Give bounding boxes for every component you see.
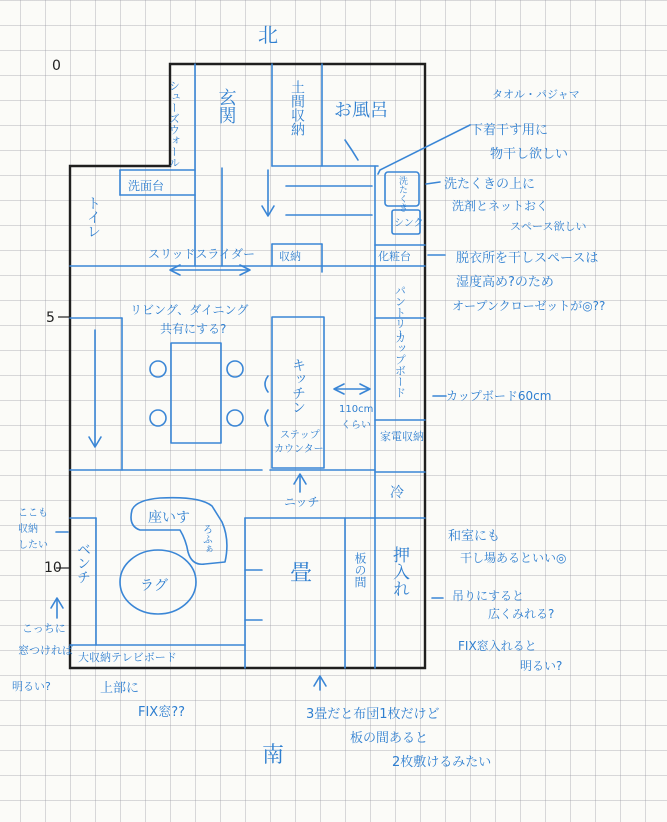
note-underwear: 下着干す用に bbox=[470, 123, 549, 138]
storage-hall-label: 土間収納 bbox=[289, 80, 305, 136]
north-label: 北 bbox=[258, 23, 278, 47]
small-storage-label: 収納 bbox=[279, 250, 301, 263]
note-storage-here-1: ここも bbox=[18, 508, 48, 519]
note-window-3: 明るい? bbox=[12, 680, 51, 693]
note-space: スペース欲しい bbox=[510, 220, 587, 233]
note-detergent: 洗剤とネットおく bbox=[452, 199, 549, 213]
note-drying: 物干し欲しい bbox=[490, 147, 569, 162]
note-fix-2: 明るい? bbox=[520, 659, 563, 673]
slide-label: スリッドスライダー bbox=[148, 247, 256, 261]
note-futon-3: 2枚敷けるみたい bbox=[392, 755, 492, 770]
niche-label: ニッチ bbox=[284, 495, 320, 509]
closet-label: 押入れ bbox=[389, 546, 409, 597]
fridge-label: 冷 bbox=[390, 485, 404, 501]
width-label: 110cm bbox=[339, 404, 374, 415]
living-label: リビング、ダイニング bbox=[130, 303, 249, 317]
dining-table bbox=[171, 343, 221, 443]
note-dressing-1: 脱衣所を干しスペースは bbox=[456, 251, 599, 266]
appliance-label: 家電収納 bbox=[380, 430, 424, 443]
note-upper-2: FIX窓?? bbox=[138, 705, 186, 720]
note-dressing-3: オープンクローゼットが◎?? bbox=[452, 299, 606, 313]
cupboard-label: カップボード bbox=[393, 332, 407, 398]
washer-label: 洗たくき bbox=[397, 176, 407, 212]
toilet-label: トイレ bbox=[85, 196, 101, 238]
interior-walls bbox=[70, 64, 425, 668]
note-storage-here-2: 収納 bbox=[18, 524, 38, 535]
sofa-small-label: ろふぁ bbox=[200, 524, 212, 554]
bench-label: ベンチ bbox=[75, 542, 91, 584]
width-label-2: くらい bbox=[341, 420, 371, 431]
scale-zero: 0 bbox=[52, 58, 61, 74]
bath-label: お風呂 bbox=[334, 100, 388, 121]
note-japanese-1: 和室にも bbox=[448, 529, 501, 544]
entrance-label: 玄関 bbox=[215, 88, 237, 124]
step-label: ステップ bbox=[280, 430, 320, 441]
note-above-washer: 洗たくきの上に bbox=[444, 177, 536, 192]
sink-label: シンク bbox=[394, 218, 424, 229]
scale-ten: 10 bbox=[44, 560, 62, 576]
note-fix-1: FIX窓入れると bbox=[458, 639, 537, 653]
note-storage-here-3: したい bbox=[18, 540, 48, 551]
note-upper-1: 上部に bbox=[100, 681, 140, 696]
note-japanese-2: 干し場あるといい◎ bbox=[460, 551, 567, 565]
note-dressing-2: 湿度高め?のため bbox=[456, 275, 554, 290]
shoes-label: シューズウォール bbox=[167, 80, 181, 168]
tv-label: 大収納テレビボード bbox=[78, 651, 177, 664]
living-label-2: 共有にする? bbox=[160, 322, 227, 336]
rug-label: ラグ bbox=[140, 578, 168, 594]
note-cupboard-size: カップボード60cm bbox=[446, 389, 552, 403]
sofa bbox=[131, 498, 227, 565]
note-hanging-2: 広くみれる? bbox=[488, 607, 555, 621]
exterior-wall bbox=[70, 64, 425, 668]
kitchen-label: キッチン bbox=[290, 358, 306, 414]
tatami-label: 畳 bbox=[290, 561, 313, 586]
note-hanging-1: 吊りにすると bbox=[452, 589, 525, 603]
scale-five: 5 bbox=[46, 310, 55, 326]
note-futon-1: 3畳だと布団1枚だけど bbox=[306, 707, 440, 722]
vanity-label: 化粧台 bbox=[378, 250, 411, 263]
note-window-1: こっちに bbox=[22, 622, 66, 635]
note-towel: タオル・パジャマ bbox=[492, 88, 580, 101]
board-label: 板の間 bbox=[353, 552, 367, 588]
note-futon-2: 板の間あると bbox=[350, 731, 429, 746]
note-window-2: 窓つければ bbox=[18, 644, 73, 657]
sofa-label: 座いす bbox=[148, 510, 190, 526]
south-label: 南 bbox=[262, 743, 285, 768]
pantry-label: パントリー bbox=[393, 285, 407, 340]
counter-label: カウンター bbox=[274, 444, 324, 455]
washstand-label: 洗面台 bbox=[128, 179, 165, 193]
